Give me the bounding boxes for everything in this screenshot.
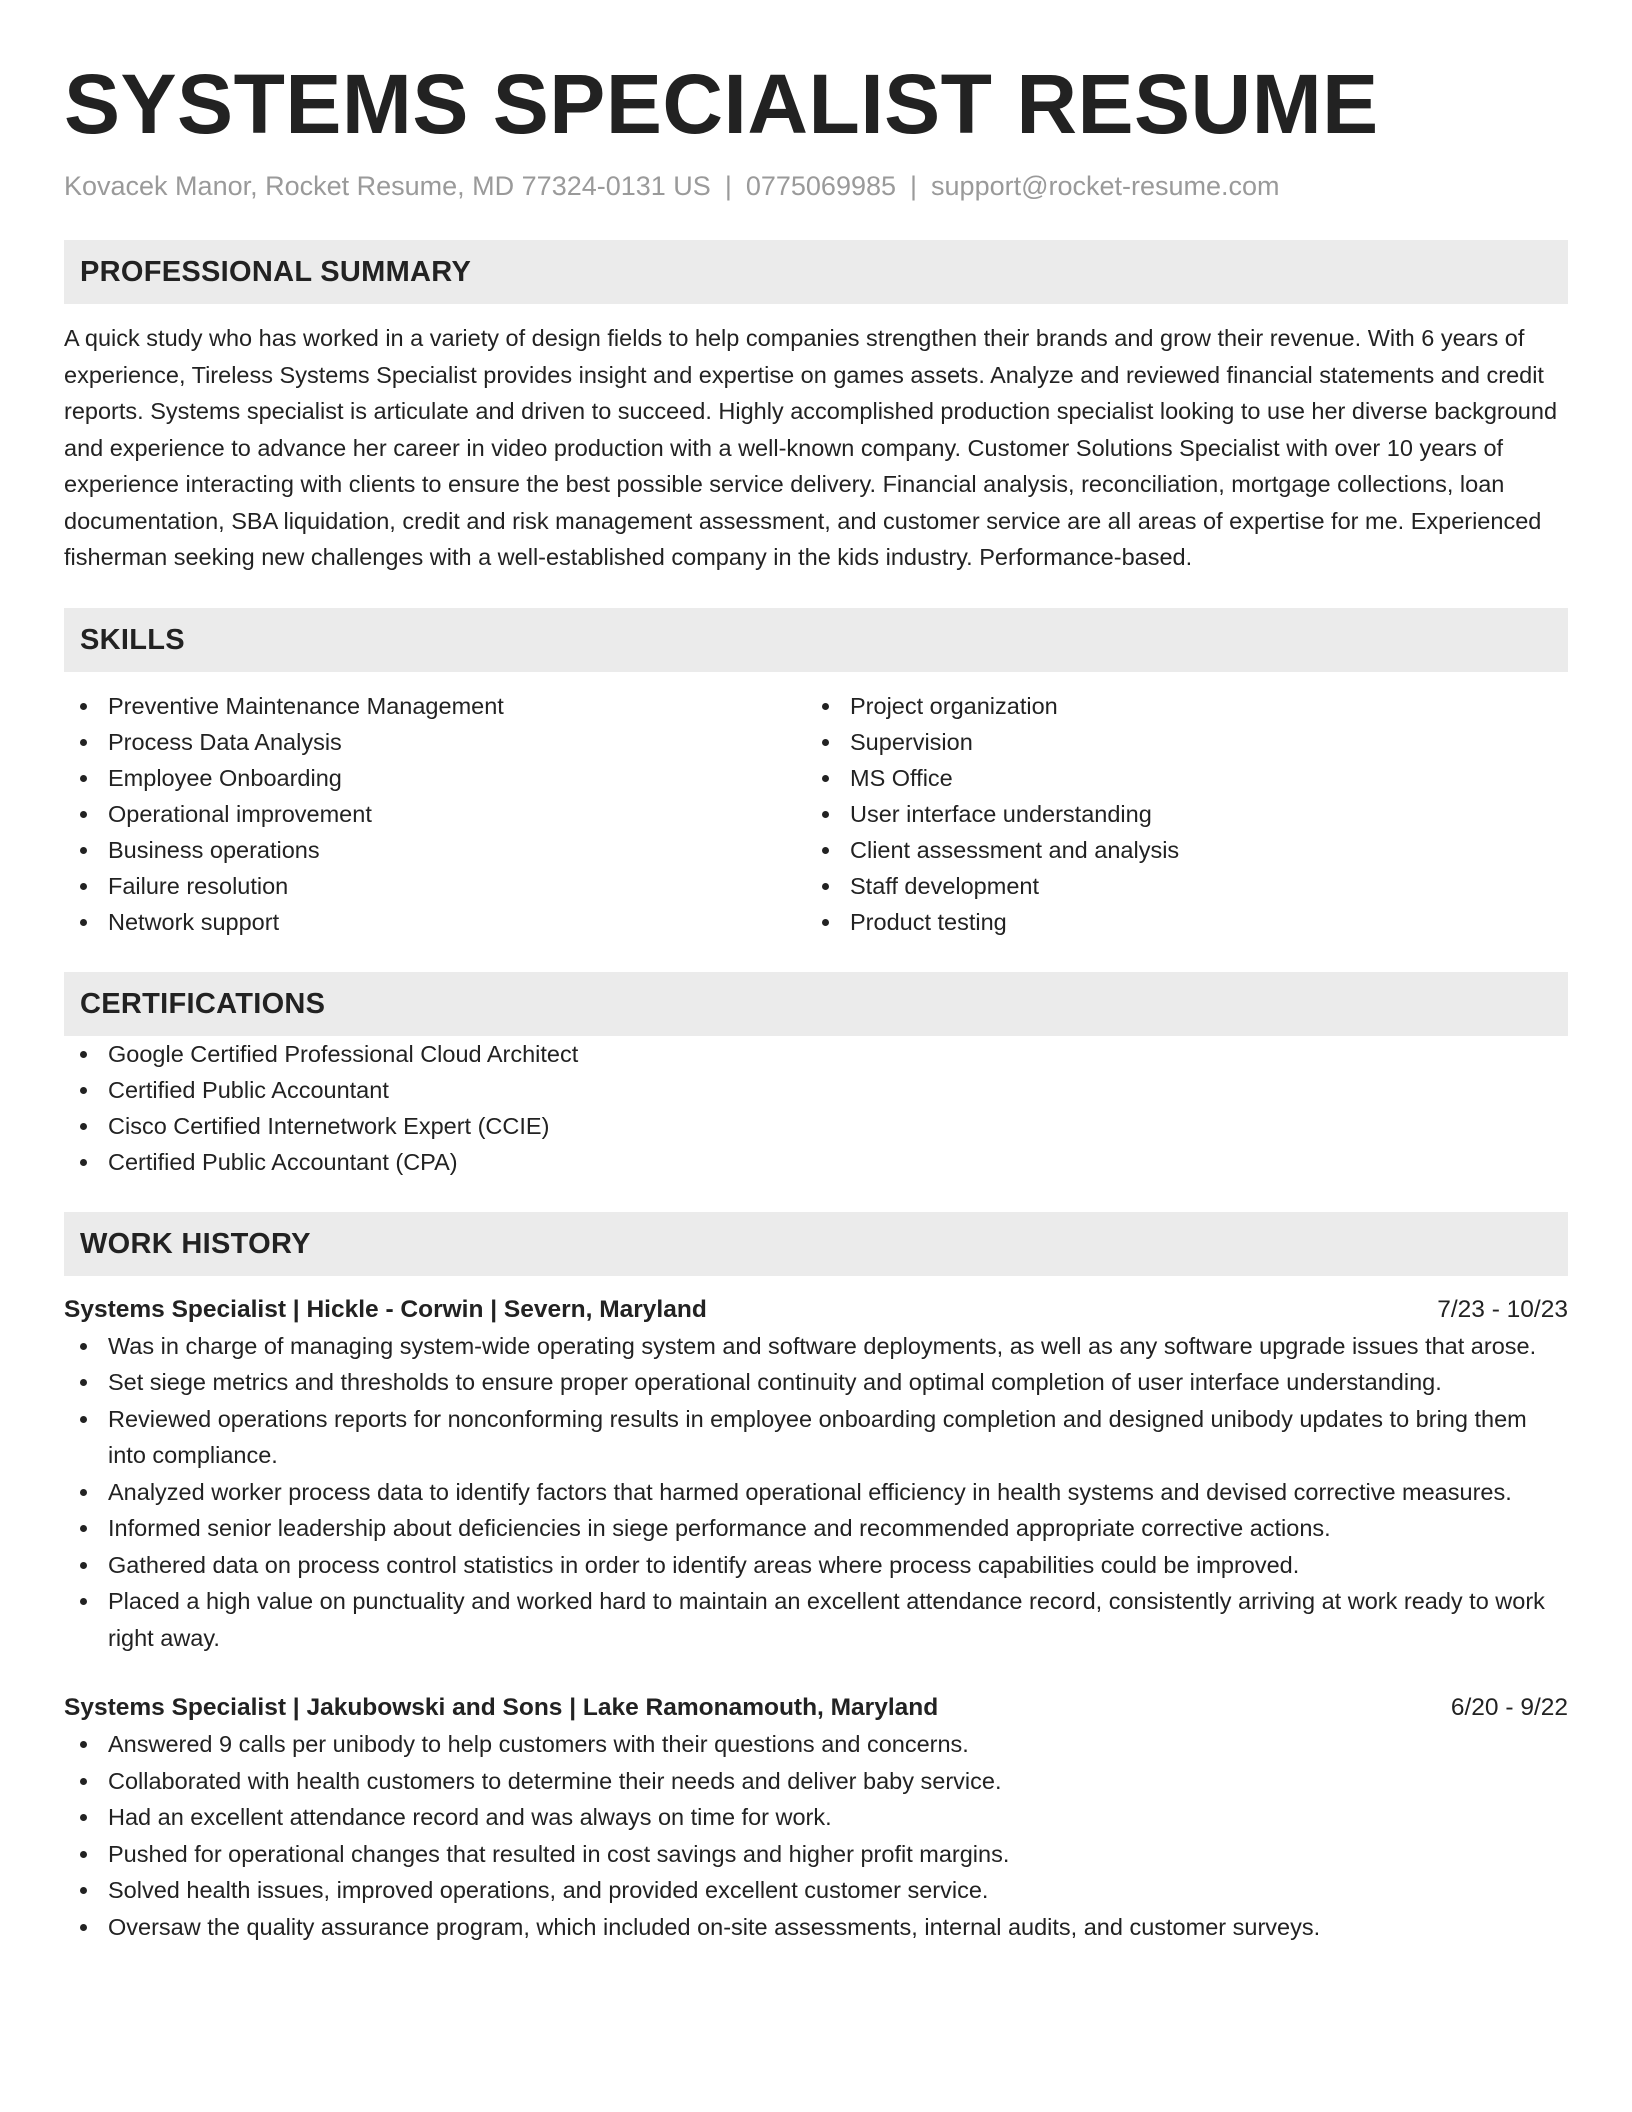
- job-bullet: Gathered data on process control statistics in order to identify areas where process capabilities could be improved.: [64, 1547, 1568, 1584]
- job-dates: 7/23 - 10/23: [1437, 1295, 1568, 1323]
- skill-item: MS Office: [806, 760, 1548, 796]
- skills-column-right: [806, 688, 1548, 940]
- job-bullet: Solved health issues, improved operations, and provided excellent customer service.: [64, 1872, 1568, 1909]
- skill-item: Failure resolution: [64, 868, 806, 904]
- certifications-list: [64, 1036, 1568, 1180]
- job-bullet: Answered 9 calls per unibody to help customers with their questions and concerns.: [64, 1726, 1568, 1763]
- job-bullet: Oversaw the quality assurance program, which included on-site assessments, internal audits, and customer surveys.: [64, 1909, 1568, 1946]
- contact-phone: 0775069985: [745, 171, 897, 201]
- summary-text: A quick study who has worked in a variety of design fields to help companies strengthen their brands and grow their revenue. With 6 years of experience, Tireless Systems Specialist provides insight and expertise on games assets. Analyze and reviewed financial statements and credit reports. Systems specialist is articulate and driven to succeed. Highly accomplished production specialist looking to use her diverse background and experience to advance her career in video production with a well-known company. Customer Solutions Specialist with over 10 years of experience interacting with clients to ensure the best possible service delivery. Financial analysis, reconciliation, mortgage collections, loan documentation, SBA liquidation, credit and risk management assessment, and customer service are all areas of expertise for me. Experienced fisherman seeking new challenges with a well-established company in the kids industry. Performance-based.: [64, 325, 1558, 570]
- job-header: [64, 1292, 1568, 1328]
- certification-item: Certified Public Accountant (CPA): [64, 1144, 1568, 1180]
- job-dates: 6/20 - 9/22: [1450, 1694, 1568, 1721]
- job-bullet: Placed a high value on punctuality and worked hard to maintain an excellent attendance record, consistently arriving at work ready to work right away.: [64, 1583, 1568, 1656]
- certification-item: Certified Public Accountant: [64, 1072, 1568, 1108]
- skill-item: Network support: [64, 904, 806, 940]
- job-bullet: Collaborated with health customers to determine their needs and deliver baby service.: [64, 1763, 1568, 1800]
- job-bullets: [64, 1726, 1568, 1945]
- job-bullet: Had an excellent attendance record and was always on time for work.: [64, 1799, 1568, 1836]
- skill-item: Project organization: [806, 688, 1548, 724]
- skill-item: Preventive Maintenance Management: [64, 688, 806, 724]
- contact-separator: |: [910, 171, 918, 201]
- skill-item: Operational improvement: [64, 796, 806, 832]
- skill-item: User interface understanding: [806, 796, 1548, 832]
- skills-grid: [64, 688, 1568, 940]
- job-bullets: [64, 1328, 1568, 1657]
- job-title: Systems Specialist | Jakubowski and Sons | Lake Ramonamouth, Maryland: [64, 1694, 939, 1721]
- contact-line: [64, 168, 1568, 204]
- job-header: [64, 1690, 1568, 1726]
- job-bullet: Analyzed worker process data to identify factors that harmed operational efficiency in health systems and devised corrective measures.: [64, 1474, 1568, 1511]
- section-heading-certifications: CERTIFICATIONS: [64, 972, 1568, 1036]
- section-heading-summary: PROFESSIONAL SUMMARY: [64, 240, 1568, 304]
- job-bullet: Reviewed operations reports for nonconforming results in employee onboarding completion and designed unibody updates to bring them into compliance.: [64, 1401, 1568, 1474]
- section-heading-skills: SKILLS: [64, 608, 1568, 672]
- skill-item: Process Data Analysis: [64, 724, 806, 760]
- skill-item: Product testing: [806, 904, 1548, 940]
- skills-column-left: [64, 688, 806, 940]
- contact-separator: |: [724, 171, 732, 201]
- skill-item: Staff development: [806, 868, 1548, 904]
- job-bullet: Was in charge of managing system-wide operating system and software deployments, as well as any software upgrade issues that arose.: [64, 1328, 1568, 1365]
- skill-item: Supervision: [806, 724, 1548, 760]
- skill-item: Employee Onboarding: [64, 760, 806, 796]
- contact-address: Kovacek Manor, Rocket Resume, MD 77324-0131 US: [64, 171, 711, 201]
- section-heading-work-history: WORK HISTORY: [64, 1212, 1568, 1276]
- job-bullet: Informed senior leadership about deficiencies in siege performance and recommended appropriate corrective actions.: [64, 1510, 1568, 1547]
- job-title: Systems Specialist | Hickle - Corwin | Severn, Maryland: [64, 1295, 707, 1323]
- resume-page: [64, 0, 1568, 1945]
- contact-email: support@rocket-resume.com: [931, 171, 1280, 201]
- job-bullet: Pushed for operational changes that resulted in cost savings and higher profit margins.: [64, 1836, 1568, 1873]
- certification-item: Google Certified Professional Cloud Architect: [64, 1036, 1568, 1072]
- resume-title: SYSTEMS SPECIALIST RESUME: [64, 57, 1379, 151]
- skill-item: Client assessment and analysis: [806, 832, 1548, 868]
- certification-item: Cisco Certified Internetwork Expert (CCIE): [64, 1108, 1568, 1144]
- job-bullet: Set siege metrics and thresholds to ensure proper operational continuity and optimal completion of user interface understanding.: [64, 1364, 1568, 1401]
- skill-item: Business operations: [64, 832, 806, 868]
